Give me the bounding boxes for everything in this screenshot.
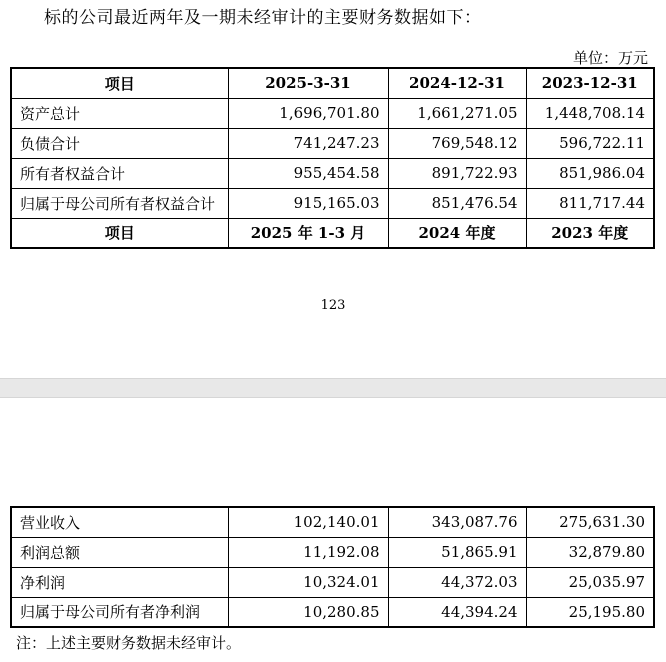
cell-value: 11,192.08 <box>228 537 388 567</box>
cell-value: 851,476.54 <box>388 188 526 218</box>
table-row <box>11 158 654 188</box>
table-row <box>11 188 654 218</box>
cell-value: 44,372.03 <box>388 567 526 597</box>
header-cell: 项目 <box>11 68 228 98</box>
row-label: 资产总计 <box>11 98 228 128</box>
unit-label: 单位：万元 <box>572 49 648 67</box>
table-row <box>11 507 654 537</box>
header-cell: 2024-12-31 <box>388 68 526 98</box>
table-row <box>11 567 654 597</box>
cell-value: 102,140.01 <box>228 507 388 537</box>
table-header-row <box>11 68 654 98</box>
header-cell: 2024 年度 <box>388 218 526 248</box>
row-label: 净利润 <box>11 567 228 597</box>
cell-value: 275,631.30 <box>526 507 654 537</box>
income-table <box>10 506 655 628</box>
page-break-gap <box>0 378 666 398</box>
row-label: 归属于母公司所有者净利润 <box>11 597 228 627</box>
row-label: 归属于母公司所有者权益合计 <box>11 188 228 218</box>
cell-value: 596,722.11 <box>526 128 654 158</box>
cell-value: 1,696,701.80 <box>228 98 388 128</box>
row-label: 所有者权益合计 <box>11 158 228 188</box>
cell-value: 25,035.97 <box>526 567 654 597</box>
cell-value: 51,865.91 <box>388 537 526 567</box>
cell-value: 891,722.93 <box>388 158 526 188</box>
table-row <box>11 98 654 128</box>
cell-value: 915,165.03 <box>228 188 388 218</box>
cell-value: 10,324.01 <box>228 567 388 597</box>
table-row <box>11 537 654 567</box>
cell-value: 955,454.58 <box>228 158 388 188</box>
header-cell: 2023 年度 <box>526 218 654 248</box>
balance-table <box>10 67 655 249</box>
cell-value: 1,448,708.14 <box>526 98 654 128</box>
cell-value: 741,247.23 <box>228 128 388 158</box>
cell-value: 769,548.12 <box>388 128 526 158</box>
cell-value: 851,986.04 <box>526 158 654 188</box>
header-cell: 2025 年 1-3 月 <box>228 218 388 248</box>
table-row <box>11 128 654 158</box>
cell-value: 10,280.85 <box>228 597 388 627</box>
header-cell: 项目 <box>11 218 228 248</box>
header-cell: 2025-3-31 <box>228 68 388 98</box>
header-cell: 2023-12-31 <box>526 68 654 98</box>
cell-value: 343,087.76 <box>388 507 526 537</box>
footnote: 注：上述主要财务数据未经审计。 <box>16 634 242 652</box>
intro-text: 标的公司最近两年及一期未经审计的主要财务数据如下： <box>44 8 482 28</box>
cell-value: 25,195.80 <box>526 597 654 627</box>
row-label: 利润总额 <box>11 537 228 567</box>
row-label: 负债合计 <box>11 128 228 158</box>
table-row <box>11 597 654 627</box>
page-number: 123 <box>320 298 346 313</box>
cell-value: 32,879.80 <box>526 537 654 567</box>
cell-value: 811,717.44 <box>526 188 654 218</box>
cell-value: 1,661,271.05 <box>388 98 526 128</box>
row-label: 营业收入 <box>11 507 228 537</box>
cell-value: 44,394.24 <box>388 597 526 627</box>
table-header-row <box>11 218 654 248</box>
